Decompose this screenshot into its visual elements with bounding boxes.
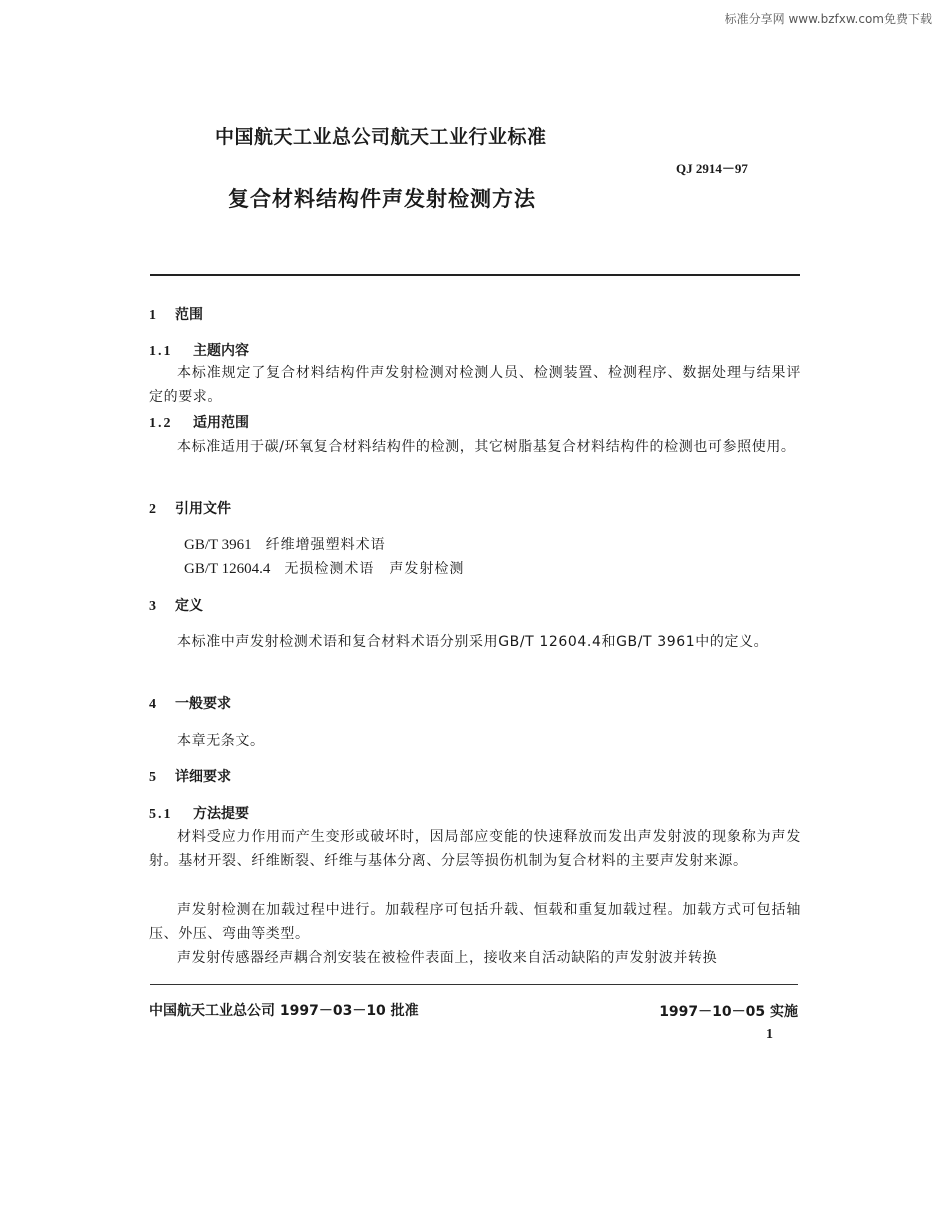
section-1-2-heading <box>149 412 249 432</box>
section-5-1-paragraph-1: 材料受应力作用而产生变形或破坏时，因局部应变能的快速释放而发出声发射波的现象称为声发射。基材开裂、纤维断裂、纤维与基体分离、分层等损伤机制为复合材料的主要声发射来源。 <box>149 829 801 869</box>
effective-date-line: 1997－10－05 实施 <box>659 1004 798 1020</box>
section-title: 主题内容 <box>193 343 249 359</box>
document-title: 复合材料结构件声发射检测方法 <box>228 187 536 211</box>
reference-item <box>184 558 464 578</box>
section-number: 1.2 <box>149 416 173 431</box>
section-3-paragraph: 本标准中声发射检测术语和复合材料术语分别采用GB/T 12604.4和GB/T 3961中的定义。 <box>177 634 769 650</box>
reference-item <box>184 534 386 554</box>
section-number: 3 <box>149 599 156 614</box>
footer-divider <box>150 984 798 985</box>
approval-line: 中国航天工业总公司 1997－03－10 批准 <box>149 1003 419 1019</box>
section-number: 5 <box>149 770 156 785</box>
section-5-1-paragraph-2: 声发射检测在加载过程中进行。加载程序可包括升载、恒载和重复加载过程。加载方式可包括轴压、外压、弯曲等类型。 <box>149 902 801 942</box>
section-title: 引用文件 <box>175 501 231 517</box>
section-5-1-heading <box>149 803 249 823</box>
section-4-paragraph: 本章无条文。 <box>177 733 265 749</box>
section-number: 5.1 <box>149 807 173 822</box>
section-1-2-paragraph: 本标准适用于碳/环氧复合材料结构件的检测，其它树脂基复合材料结构件的检测也可参照使用。 <box>177 439 796 455</box>
standard-code: QJ 2914－97 <box>676 161 748 176</box>
section-3-heading <box>149 595 203 615</box>
industry-standard-heading: 中国航天工业总公司航天工业行业标准 <box>215 126 547 148</box>
section-2-heading <box>149 498 231 518</box>
reference-description: 纤维增强塑料术语 <box>265 537 386 553</box>
reference-code: GB/T 12604.4 <box>184 561 271 577</box>
section-1-heading <box>149 304 203 324</box>
section-1-1-paragraph: 本标准规定了复合材料结构件声发射检测对检测人员、检测装置、检测程序、数据处理与结果评定的要求。 <box>149 365 801 405</box>
header-divider <box>150 274 800 276</box>
watermark-text: 标准分享网 www.bzfxw.com免费下载 <box>724 12 932 26</box>
section-title: 一般要求 <box>175 696 231 712</box>
section-title: 适用范围 <box>193 415 249 431</box>
section-5-heading <box>149 766 231 786</box>
section-title: 定义 <box>175 598 203 614</box>
reference-description: 无损检测术语 声发射检测 <box>284 561 465 577</box>
section-1-1-heading <box>149 340 249 360</box>
section-number: 2 <box>149 502 156 517</box>
section-title: 详细要求 <box>175 769 231 785</box>
section-number: 4 <box>149 697 156 712</box>
section-4-heading <box>149 693 231 713</box>
section-number: 1 <box>149 308 156 323</box>
page-number: 1 <box>766 1027 773 1042</box>
section-title: 范围 <box>175 307 203 323</box>
reference-code: GB/T 3961 <box>184 537 252 553</box>
section-title: 方法提要 <box>193 806 249 822</box>
section-number: 1.1 <box>149 344 173 359</box>
section-5-1-paragraph-3: 声发射传感器经声耦合剂安装在被检件表面上，接收来自活动缺陷的声发射波并转换 <box>177 950 718 966</box>
